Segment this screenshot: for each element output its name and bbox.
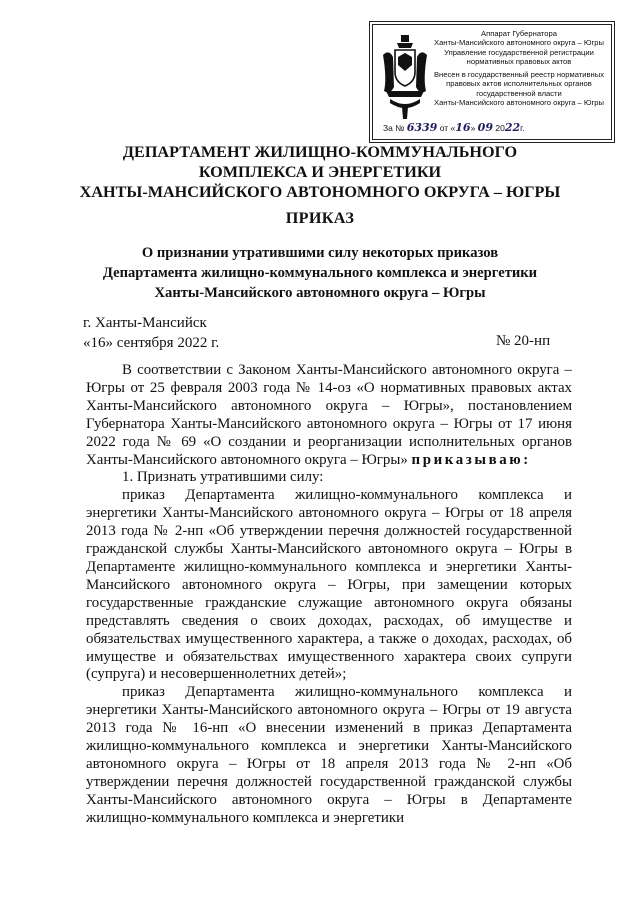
header-line: ХАНТЫ-МАНСИЙСКОГО АВТОНОМНОГО ОКРУГА – ЮГРЫ	[79, 183, 561, 201]
subject-line: Ханты-Мансийского автономного округа – Югры	[154, 285, 486, 301]
stamp-line: правовых актов исполнительных органов	[446, 79, 592, 89]
reg-number: 6339	[406, 120, 438, 134]
reg-prefix: За №	[383, 122, 405, 133]
stamp-line: Ханты-Мансийского автономного округа – Югры	[434, 38, 604, 48]
subject-line: О признании утратившими силу некоторых приказов	[141, 245, 499, 261]
body-paragraph: приказ Департамента жилищно-коммунального комплекса и энергетики Ханты-Мансийского автономного округа – Югры от 18 апреля 2013 года № 2-нп «Об утверждении перечня должностей государственной гражданской службы Ханты-Мансийского автономного округа – Югры в Департаменте жилищно-коммунального комплекса и энергетики Ханты-Мансийского автономного округа – Югры, при замещении которых государственные гражданские служащие автономного округа обязаны представлять сведения о своих доходах, расходах, об имуществе и обязательствах имущественного характера, а также о доходах, расходах, об имуществе и обязательствах имущественного характера своих супруги (супруга) и несовершеннолетних детей»;	[86, 487, 572, 683]
body-paragraph	[86, 362, 572, 469]
department-header	[0, 142, 640, 202]
reg-day: 16	[455, 120, 471, 134]
header-line: КОМПЛЕКСА И ЭНЕРГЕТИКИ	[198, 163, 442, 181]
stamp-line: Внесен в государственный реестр нормативных	[433, 70, 605, 80]
subject-line: Департамента жилищно-коммунального комплекса и энергетики	[102, 265, 538, 281]
reg-close: »	[470, 122, 476, 133]
stamp-line: государственной власти	[476, 88, 562, 98]
stamp-registration-line	[383, 120, 603, 134]
stamp-line: Аппарат Губернатора	[481, 29, 557, 38]
order-word: приказываю:	[411, 451, 531, 468]
document-subject	[0, 243, 640, 303]
stamp-line: нормативных правовых актов	[466, 56, 572, 66]
reg-month: 09	[477, 120, 493, 134]
issue-city: г. Ханты-Мансийск	[83, 315, 207, 331]
document-body	[86, 362, 572, 828]
body-paragraph: приказ Департамента жилищно-коммунального комплекса и энергетики Ханты-Мансийского автономного округа – Югры от 19 августа 2013 года № 16-нп «О внесении изменений в приказ Департамента жилищно-коммунального комплекса и энергетики Ханты-Мансийского автономного округа – Югры от 18 апреля 2013 года № 2-нп «Об утверждении перечня должностей государственной гражданской службы Ханты-Мансийского автономного округа – Югры в Департаменте жилищно-коммунального комплекса и энергетики	[86, 684, 572, 826]
reg-year: 22	[504, 120, 521, 134]
reg-from: от «	[439, 122, 456, 133]
coat-of-arms-icon	[380, 33, 430, 121]
issue-date: «16» сентября 2022 г.	[83, 335, 220, 351]
stamp-line: Ханты-Мансийского автономного округа – Югры	[434, 98, 604, 108]
reg-suffix: г.	[520, 122, 525, 133]
document-type: ПРИКАЗ	[285, 209, 355, 227]
reg-year-prefix: 20	[495, 122, 505, 133]
registration-stamp	[372, 24, 612, 140]
header-line: ДЕПАРТАМЕНТ ЖИЛИЩНО-КОММУНАЛЬНОГО	[122, 143, 518, 161]
document-number: № 20-нп	[496, 333, 551, 349]
preamble-text: В соответствии с Законом Ханты-Мансийского автономного округа – Югры от 25 февраля 2003 года № 14-оз «О нормативных правовых актах Ханты-Мансийского автономного округа – Югры», постановлением Губернатора Ханты-Мансийского автономного округа – Югры от 17 июня 2022 года № 69 «О создании и реорганизации исполнительных органов Ханты-Мансийского автономного округа – Югры»	[86, 362, 572, 468]
body-paragraph: 1. Признать утратившими силу:	[122, 469, 324, 486]
stamp-line: Управление государственной регистрации	[444, 47, 594, 57]
